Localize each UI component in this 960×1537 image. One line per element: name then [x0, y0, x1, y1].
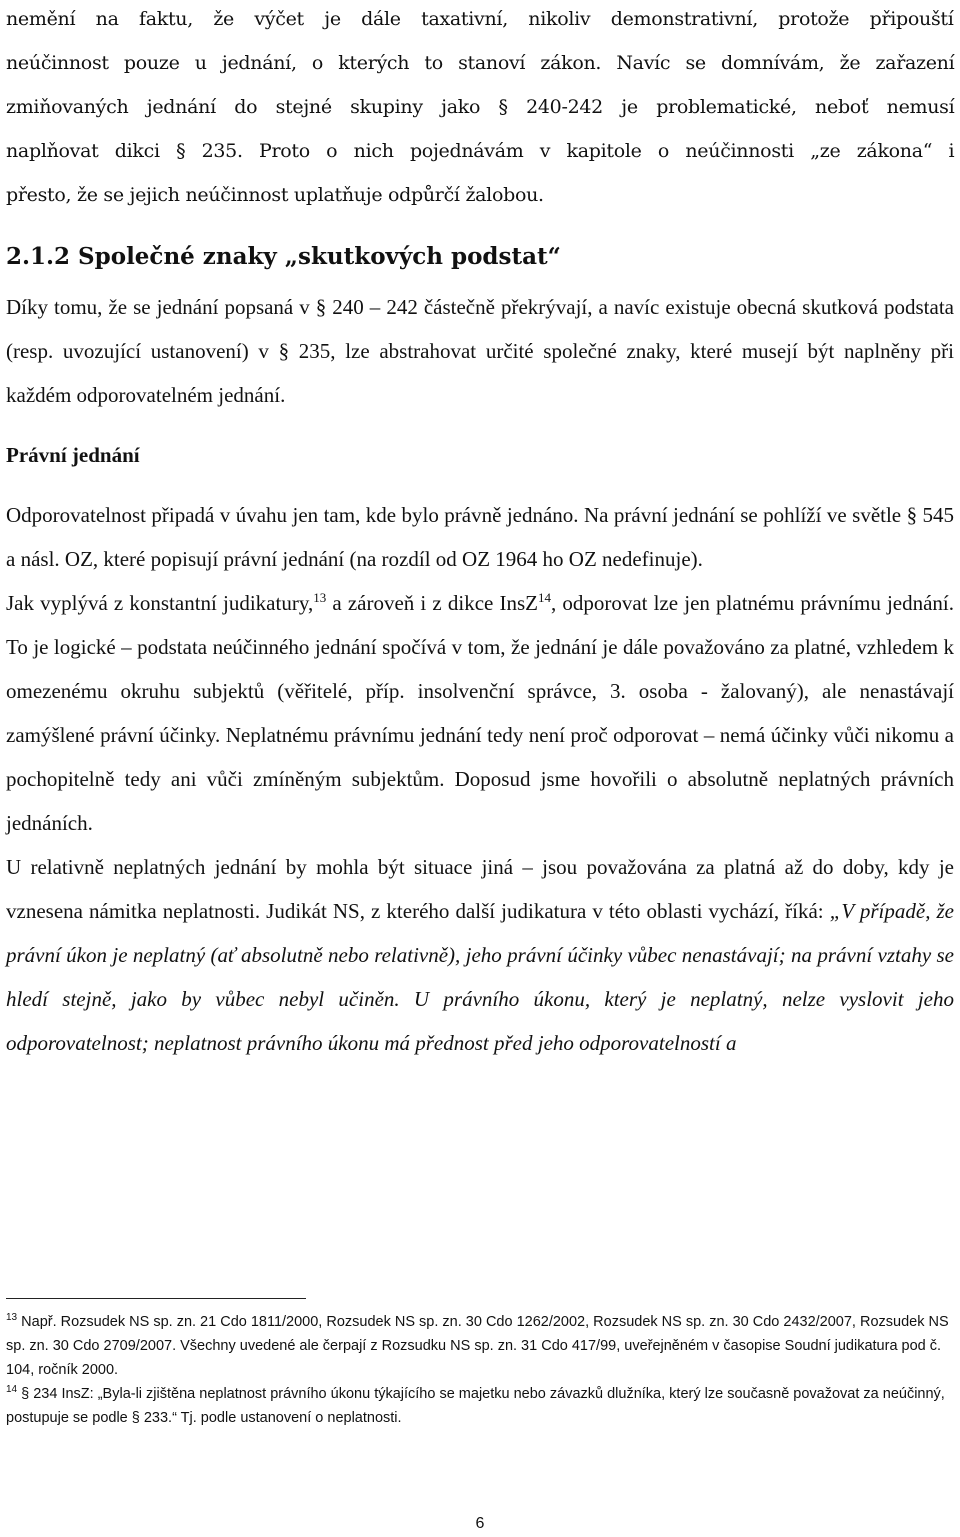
footnote-text: § 234 InsZ: „Byla-li zjištěna neplatnost právního úkonu týkajícího se majetku nebo závazků dlužníka, který lze současně považovat za neúčinný, postupuje se podle § 233.“ Tj. podle ustanovení o neplatnosti.	[6, 1386, 945, 1426]
intro-line: nemění na faktu, že výčet je dále taxativní, nikoliv demonstrativní, protože připouští	[6, 8, 954, 30]
court-quote: „V případě, že právní úkon je neplatný (ať absolutně nebo relativně), jeho právní účinky vůbec nenastávají; na právní vztahy se hledí stejně, jako by vůbec nebyl učiněn. U právního úkonu, který je neplatný, nelze vyslovit jeho odporovatelnost; neplatnost právního úkonu má přednost před jeho odporovatelností a	[6, 899, 955, 1055]
paragraph-text: a zároveň i z dikce InsZ	[326, 591, 538, 615]
paragraph-text: Jak vyplývá z konstantní judikatury,	[6, 591, 314, 615]
footnote-text: Např. Rozsudek NS sp. zn. 21 Cdo 1811/2000, Rozsudek NS sp. zn. 30 Cdo 1262/2002, Rozsudek NS sp. zn. 30 Cdo 2432/2007, Rozsudek NS sp. zn. 30 Cdo 2709/2007. Všechny uvedené ale čerpají z Rozsudku NS sp. zn. 31 Cdo 417/99, uveřejněném v časopise Soudní judikatura pod č. 104, ročník 2000.	[6, 1314, 949, 1378]
paragraph-relative-invalidity	[6, 845, 954, 1065]
footnote-separator	[6, 1298, 306, 1299]
paragraph-text: , odporovat lze jen platnému právnímu jednání. To je logické – podstata neúčinného jednání spočívá v tom, že jednání je dále považováno za platné, vzhledem k omezenému okruhu subjektů (věřitelé, příp. insolvenční správce, 3. osoba - žalovaný), ale nenastávají zamýšlené právní účinky. Neplatnému právnímu jednání tedy není proč odporovat – nemá účinky vůči nikomu a pochopitelně tedy ani vůči zmíněným subjektům. Doposud jsme hovořili o absolutně neplatných právních jednáních.	[6, 591, 955, 835]
intro-line: neúčinnost pouze u jednání, o kterých to stanoví zákon. Navíc se domnívám, že zařazení	[6, 52, 955, 74]
intro-line: přesto, že se jejich neúčinnost uplatňuje odpůrčí žalobou.	[6, 184, 544, 206]
footnote-ref-14[interactable]: 14	[537, 590, 551, 605]
page-number: 6	[475, 1515, 485, 1532]
footnotes	[6, 1310, 954, 1430]
footnote-number: 14	[6, 1384, 18, 1396]
footnote-number: 13	[6, 1312, 18, 1324]
intro-line: zmiňovaných jednání do stejné skupiny jako § 240-242 je problematické, neboť nemusí	[6, 96, 955, 118]
paragraph-case-law	[6, 581, 954, 845]
document-page	[6, 0, 954, 1065]
footnote-ref-13[interactable]: 13	[313, 590, 327, 605]
section-heading: 2.1.2 Společné znaky „skutkových podstat“	[6, 243, 561, 270]
subheading-legal-act: Právní jednání	[6, 443, 140, 467]
paragraph-legal-act: Odporovatelnost připadá v úvahu jen tam, kde bylo právně jednáno. Na právní jednání se pohlíží ve světle § 545 a násl. OZ, které popisují právní jednání (na rozdíl od OZ 1964 ho OZ nedefinuje).	[6, 503, 954, 571]
intro-paragraph	[6, 0, 954, 217]
paragraph-common-features: Díky tomu, že se jednání popsaná v § 240 – 242 částečně překrývají, a navíc existuje obecná skutková podstata (resp. uvozující ustanovení) v § 235, lze abstrahovat určité společné znaky, které musejí být naplněny při každém odporovatelném jednání.	[6, 295, 954, 407]
footnote-14	[6, 1382, 954, 1430]
paragraph-text: U relativně neplatných jednání by mohla být situace jiná – jsou považována za platná až do doby, kdy je vznesena námitka neplatnosti. Judikát NS, z kterého další judikatura v této oblasti vychází, říká:	[6, 855, 954, 923]
intro-line: naplňovat dikci § 235. Proto o nich pojednávám v kapitole o neúčinnosti „ze zákona“ i	[6, 140, 955, 162]
footnote-13	[6, 1310, 954, 1382]
